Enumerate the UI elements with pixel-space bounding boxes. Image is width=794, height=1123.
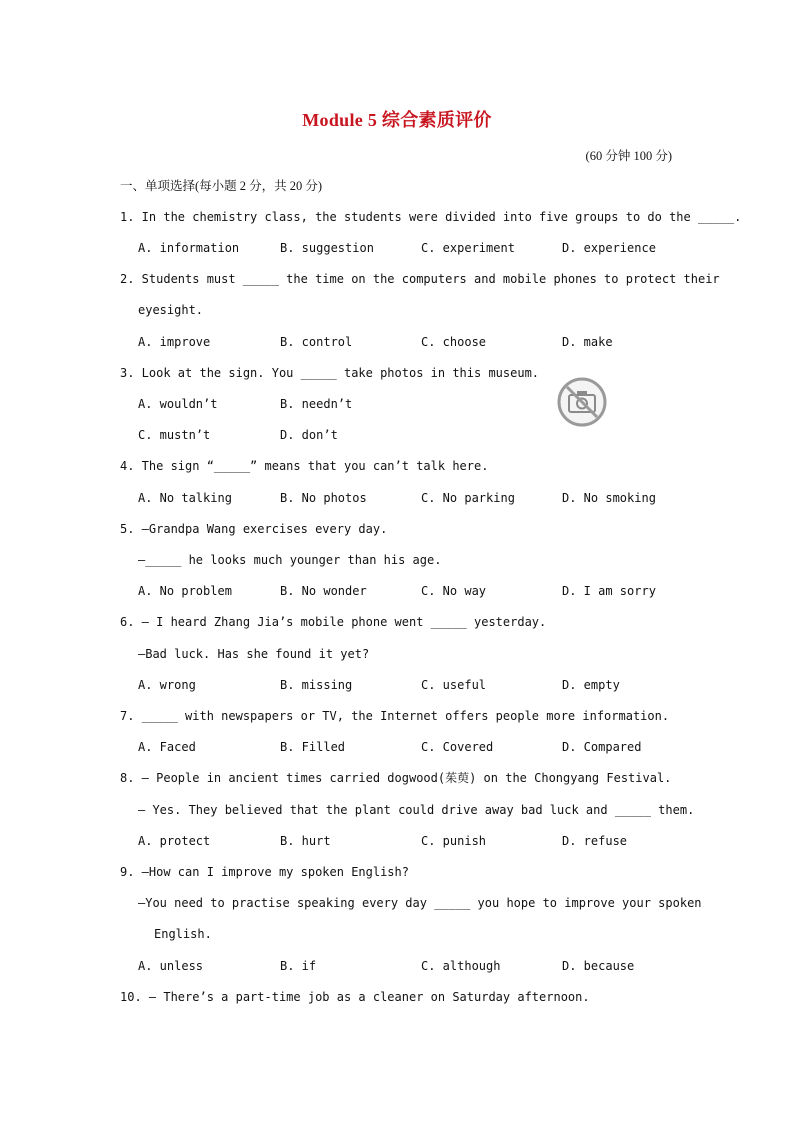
q9-option-b: B. if: [280, 959, 317, 973]
question-1: 1. In the chemistry class, the students were divided into five groups to do the _____.: [120, 210, 742, 224]
question-6-reply: —Bad luck. Has she found it yet?: [138, 647, 370, 661]
time-score-note: (60 分钟 100 分): [585, 149, 672, 163]
q9-option-d: D. because: [562, 959, 635, 973]
q5-option-d: D. I am sorry: [562, 584, 656, 598]
question-8-reply: — Yes. They believed that the plant could drive away bad luck and _____ them.: [138, 803, 695, 817]
q5-option-a: A. No problem: [138, 584, 232, 598]
q3-option-a: A. wouldn’t: [138, 397, 218, 411]
q7-option-a: A. Faced: [138, 740, 196, 754]
q1-option-a: A. information: [138, 241, 240, 255]
q4-option-c: C. No parking: [421, 491, 515, 505]
q1-option-c: C. experiment: [421, 241, 515, 255]
question-6: 6. — I heard Zhang Jia’s mobile phone went _____ yesterday.: [120, 615, 547, 629]
page-title: Module 5 综合素质评价: [302, 110, 492, 130]
q3-option-c: C. mustn’t: [138, 428, 211, 442]
q6-option-d: D. empty: [562, 678, 620, 692]
q4-option-b: B. No photos: [280, 491, 367, 505]
q8-option-b: B. hurt: [280, 834, 331, 848]
section-heading: 一、单项选择(每小题 2 分，共 20 分): [120, 179, 323, 193]
q6-option-a: A. wrong: [138, 678, 196, 692]
question-8: 8. — People in ancient times carried dogwood(茱萸) on the Chongyang Festival.: [120, 771, 672, 785]
no-camera-sign-icon: [556, 376, 608, 428]
q7-option-b: B. Filled: [280, 740, 346, 754]
question-9-reply: —You need to practise speaking every day _____ you hope to improve your spoken: [138, 896, 702, 910]
q9-option-c: C. although: [421, 959, 501, 973]
q5-option-c: C. No way: [421, 584, 487, 598]
q5-option-b: B. No wonder: [280, 584, 367, 598]
q7-option-d: D. Compared: [562, 740, 642, 754]
q2-option-c: C. choose: [421, 335, 487, 349]
q9-option-a: A. unless: [138, 959, 204, 973]
q1-option-b: B. suggestion: [280, 241, 374, 255]
question-7: 7. _____ with newspapers or TV, the Internet offers people more information.: [120, 709, 670, 723]
question-9-continued: English.: [154, 927, 212, 941]
q8-option-d: D. refuse: [562, 834, 628, 848]
question-5-reply: —_____ he looks much younger than his age.: [138, 553, 442, 567]
q2-option-b: B. control: [280, 335, 353, 349]
q7-option-c: C. Covered: [421, 740, 494, 754]
q8-option-a: A. protect: [138, 834, 211, 848]
q3-option-b: B. needn’t: [280, 397, 353, 411]
question-9: 9. —How can I improve my spoken English?: [120, 865, 409, 879]
q1-option-d: D. experience: [562, 241, 656, 255]
q2-option-d: D. make: [562, 335, 613, 349]
q4-option-a: A. No talking: [138, 491, 232, 505]
q3-option-d: D. don’t: [280, 428, 338, 442]
question-2-continued: eyesight.: [138, 303, 204, 317]
question-10: 10. — There’s a part-time job as a cleaner on Saturday afternoon.: [120, 990, 590, 1004]
question-2: 2. Students must _____ the time on the computers and mobile phones to protect their: [120, 272, 720, 286]
q6-option-c: C. useful: [421, 678, 487, 692]
q2-option-a: A. improve: [138, 335, 211, 349]
q4-option-d: D. No smoking: [562, 491, 656, 505]
question-4: 4. The sign “_____” means that you can’t talk here.: [120, 459, 489, 473]
q8-option-c: C. punish: [421, 834, 487, 848]
q6-option-b: B. missing: [280, 678, 353, 692]
question-5: 5. —Grandpa Wang exercises every day.: [120, 522, 388, 536]
question-3: 3. Look at the sign. You _____ take photos in this museum.: [120, 366, 540, 380]
